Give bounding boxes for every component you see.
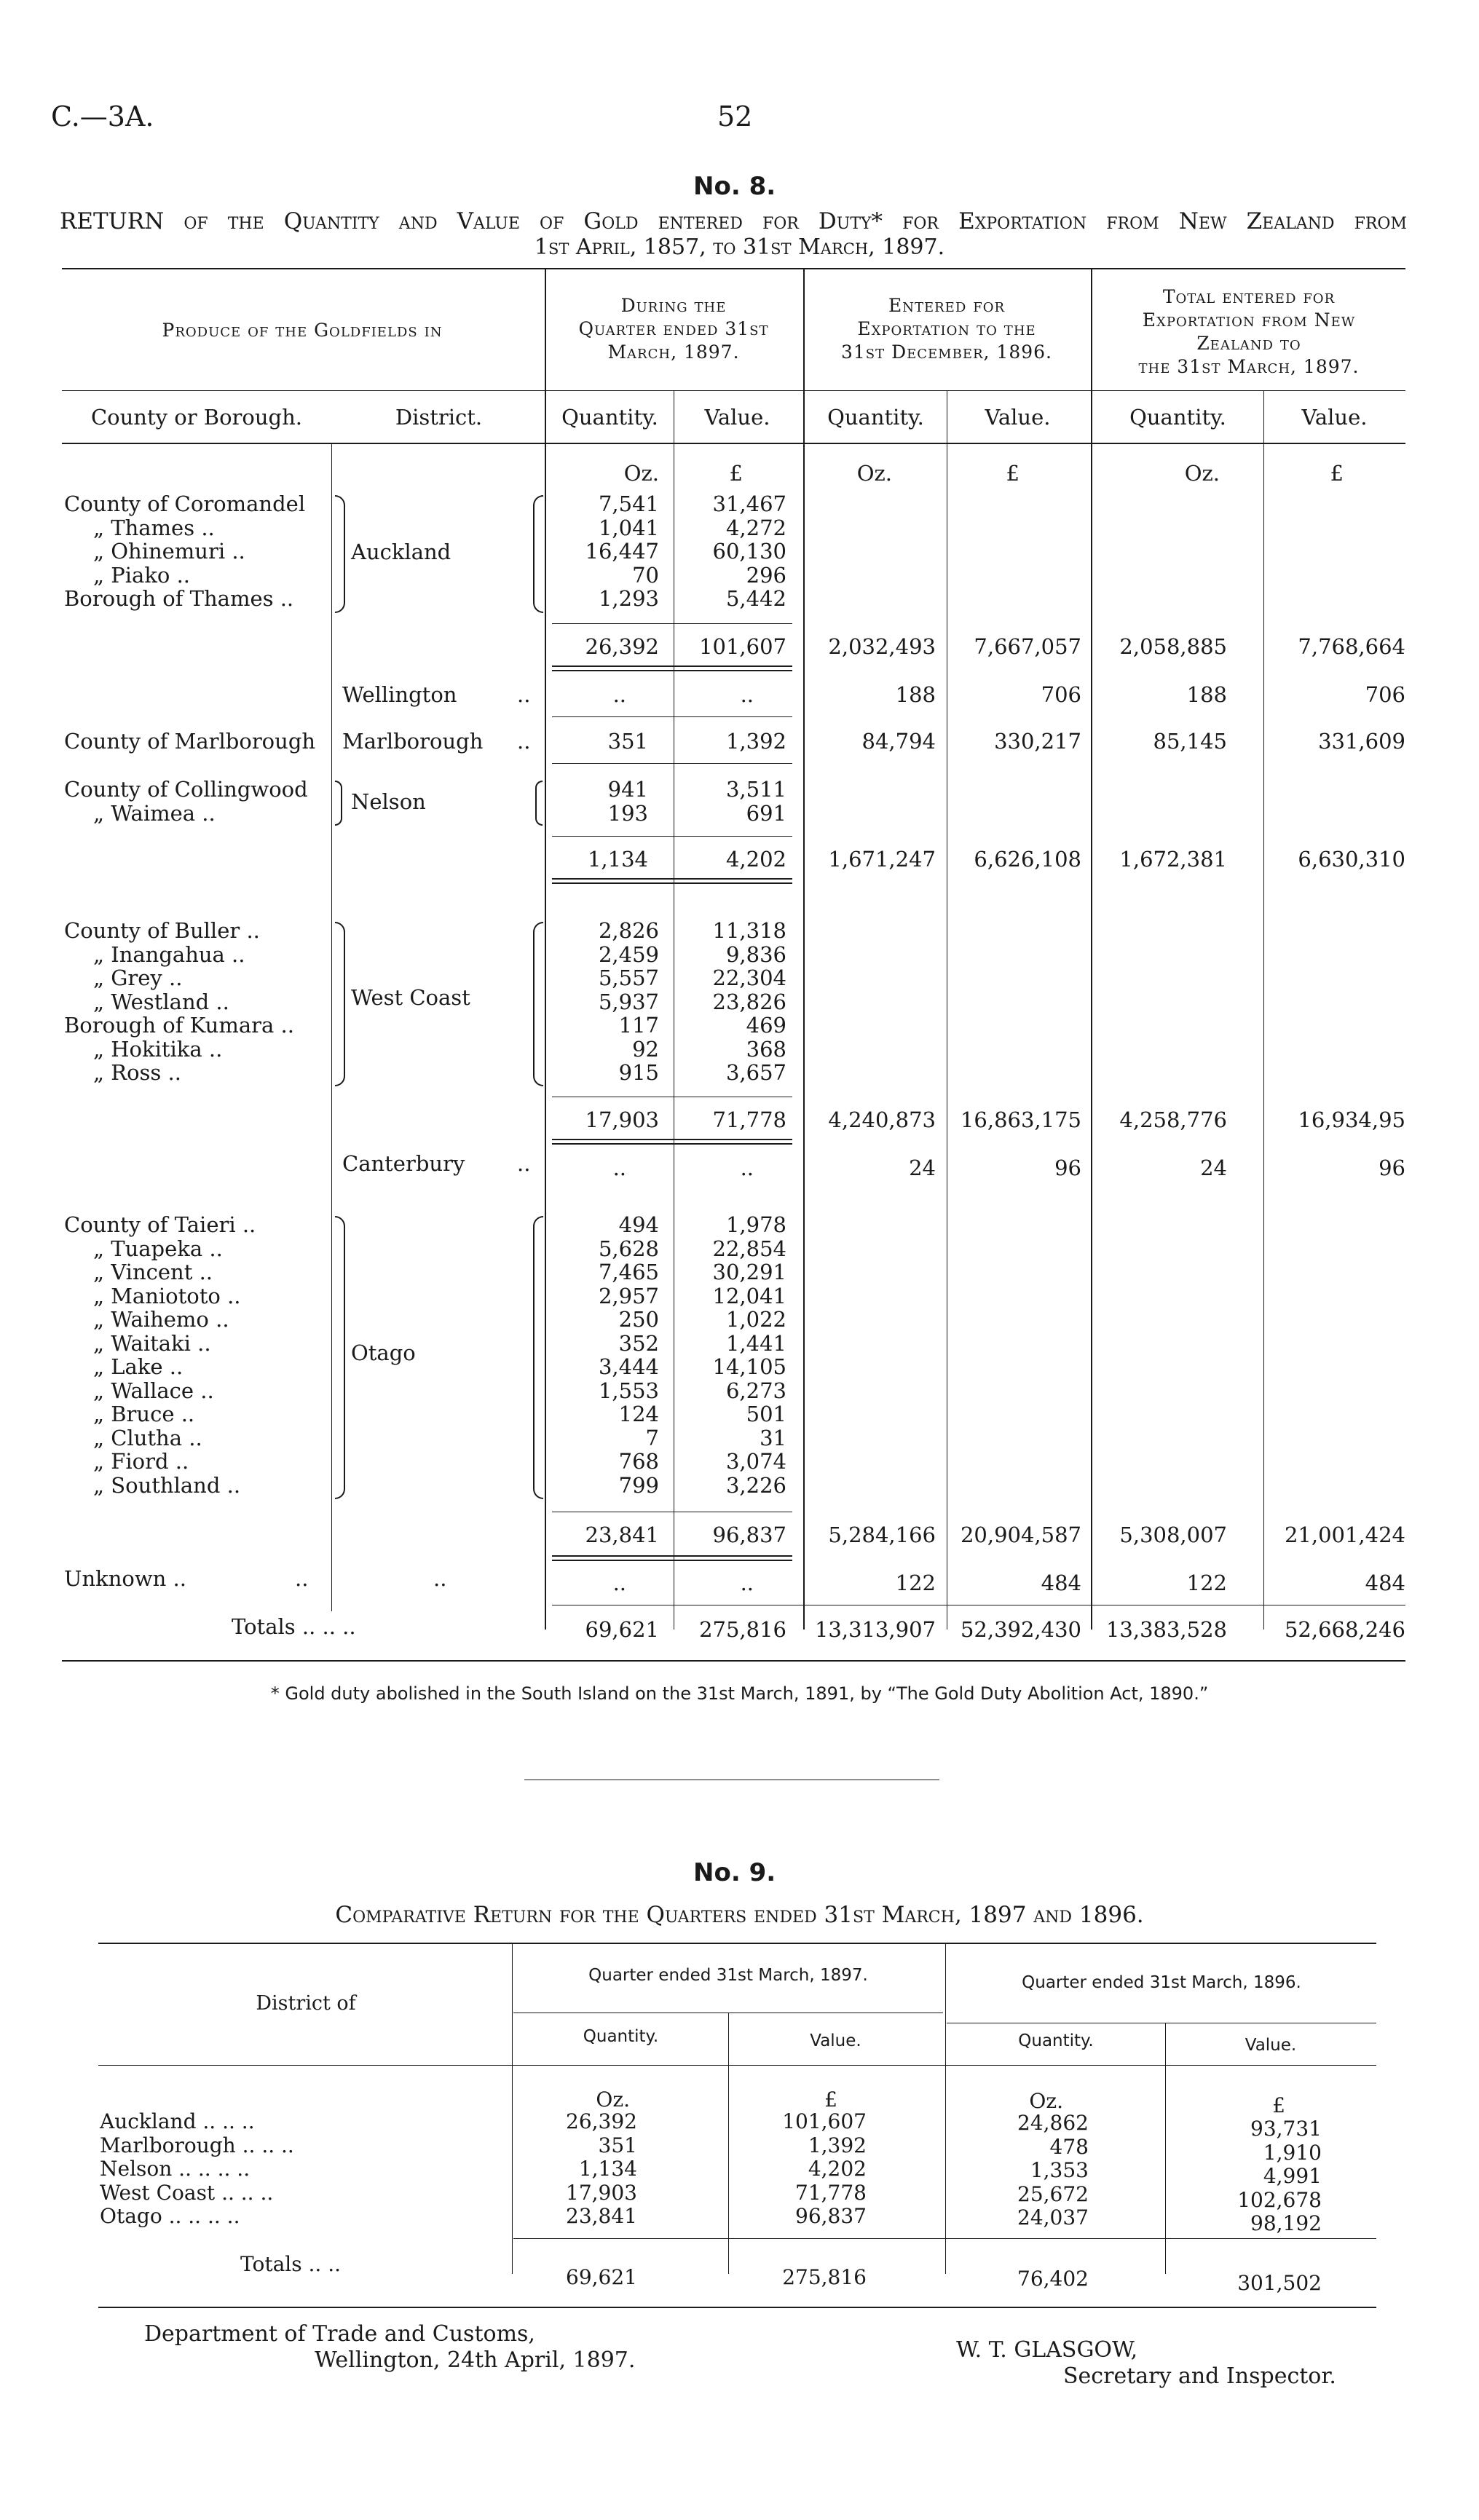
- col-qty2: Quantity.: [827, 405, 924, 430]
- vrule-1: [331, 443, 332, 1611]
- t9-hdr-q1897: Quarter ended 31st March, 1897.: [588, 1966, 868, 1985]
- table-row-label: „ Ohinemuri ..: [93, 539, 245, 564]
- hdr-total-line1: Total entered for: [1162, 286, 1336, 307]
- hdr-entered-line2: Exportation to the: [857, 318, 1036, 339]
- vrule-2: [545, 268, 546, 1630]
- rule: [552, 716, 792, 717]
- t9-tot-qty1897: 69,621: [566, 2265, 637, 2289]
- cell: 4,202: [808, 2157, 867, 2181]
- t9-hdr-rule: [98, 2065, 1376, 2066]
- canterbury-ent-qty: 24: [909, 1156, 936, 1180]
- canterbury-val: ..: [740, 1156, 754, 1180]
- table-row-label: „ Tuapeka ..: [93, 1236, 223, 1261]
- marlborough-name: County of Marlborough: [64, 729, 316, 754]
- otago-district: Otago: [351, 1340, 416, 1365]
- table8-caption-line2: 1st April, 1857, to 31st March, 1897.: [534, 234, 945, 260]
- westcoast-brace-right: [533, 922, 543, 1086]
- col-val1: Value.: [704, 405, 770, 430]
- t9-tot-val1897: 275,816: [782, 2265, 867, 2289]
- list-item: West Coast .. .. ..: [100, 2180, 274, 2205]
- t9-hdr-district: District of: [256, 1992, 356, 2015]
- t9-totals-label: Totals .. ..: [240, 2252, 342, 2276]
- table9-bottom-rule: [98, 2307, 1376, 2308]
- hdr-quarter-line2: Quarter ended 31st: [578, 318, 769, 339]
- cell: 5,937: [598, 989, 659, 1014]
- vrule-7: [1263, 390, 1264, 1630]
- cell: 3,511: [725, 777, 786, 802]
- cell: 11,318: [712, 918, 786, 943]
- t9-vrule: [945, 1943, 946, 2274]
- t9-hdr-q1896: Quarter ended 31st March, 1896.: [1022, 1973, 1301, 1992]
- cell: 98,192: [1250, 2211, 1322, 2235]
- unknown-val: ..: [740, 1571, 754, 1595]
- totals-tot-qty: 13,383,528: [1105, 1617, 1227, 1642]
- t9-vrule: [512, 1943, 513, 2274]
- colhdr-rule: [62, 443, 1405, 444]
- t9-unit-oz1: Oz.: [596, 2088, 630, 2112]
- table8-caption-line1: RETURN of the Quantity and Value of Gold entered for Duty* for Exportation from New Zealand from: [60, 208, 1407, 234]
- wellington-tot-qty: 188: [1186, 682, 1227, 707]
- cell: 16,447: [585, 539, 659, 564]
- cell: 469: [746, 1013, 786, 1038]
- cell: 6,273: [725, 1378, 786, 1403]
- marlborough-qty: 351: [607, 729, 648, 754]
- table9-title: No. 9.: [693, 1858, 776, 1887]
- auckland-ent-val: 7,667,057: [974, 634, 1081, 659]
- cell: 3,444: [598, 1354, 659, 1379]
- cell: 799: [618, 1472, 659, 1498]
- cell: 352: [618, 1330, 659, 1356]
- wellington-ent-qty: 188: [895, 682, 936, 707]
- cell: 3,074: [725, 1449, 786, 1474]
- cell: 1,441: [725, 1330, 786, 1356]
- rule: [552, 665, 792, 667]
- totals-ent-qty: 13,313,907: [814, 1617, 936, 1642]
- list-item: Auckland .. .. ..: [100, 2109, 255, 2133]
- wellington-val: ..: [740, 682, 754, 707]
- otago-qty: [553, 1213, 659, 1497]
- unknown-tot-val: 484: [1365, 1571, 1405, 1595]
- auckland-qty: [553, 492, 659, 611]
- table-row-label: „ Ross ..: [93, 1060, 181, 1085]
- table8-footnote: * Gold duty abolished in the South Island on the 31st March, 1891, by “The Gold Duty Abolition Act, 1890.”: [270, 1683, 1209, 1704]
- cell: 70: [632, 562, 659, 588]
- unknown-ent-qty: 122: [895, 1571, 936, 1595]
- cell: 1,022: [725, 1307, 786, 1332]
- list-item: Marlborough .. .. ..: [100, 2133, 294, 2157]
- cell: 1,910: [1263, 2140, 1322, 2165]
- totals-label: Totals .. .. ..: [232, 1614, 356, 1639]
- table-row-label: „ Wallace ..: [93, 1378, 214, 1403]
- t9-tot-qty1896: 76,402: [1017, 2267, 1089, 2291]
- wellington-ent-val: 706: [1041, 682, 1081, 707]
- cell: 1,553: [598, 1378, 659, 1403]
- table8-bottom-rule: [62, 1660, 1405, 1662]
- dots: ..: [517, 729, 531, 754]
- table-row-label: County of Collingwood: [64, 777, 308, 802]
- table9-caption: Comparative Return for the Quarters ended 31st March, 1897 and 1896.: [335, 1902, 1144, 1928]
- otago-brace-right: [533, 1216, 543, 1499]
- cell: 5,442: [725, 586, 786, 611]
- cell: 250: [618, 1307, 659, 1332]
- table-row-label: „ Waitaki ..: [93, 1330, 211, 1356]
- cell: 24,037: [1017, 2205, 1089, 2229]
- page-number: 52: [717, 100, 753, 133]
- cell: 12,041: [712, 1283, 786, 1308]
- t9-tot-val1896: 301,502: [1237, 2271, 1322, 2295]
- t9-col-qty2: Quantity.: [1018, 2031, 1094, 2050]
- unknown-ent-val: 484: [1041, 1571, 1081, 1595]
- auckland-sub-qty: 26,392: [585, 634, 659, 659]
- hdr-entered-line1: Entered for: [888, 295, 1005, 316]
- hdr-total-line4: the 31st March, 1897.: [1138, 356, 1360, 377]
- hdr-entered-line3: 31st December, 1896.: [840, 341, 1052, 363]
- rule: [552, 763, 792, 764]
- wellington-qty: ..: [612, 682, 626, 707]
- cell: 3,226: [725, 1472, 786, 1498]
- cell: 7: [645, 1425, 659, 1450]
- totals-val: 275,816: [699, 1617, 786, 1642]
- table8-top-rule: [62, 268, 1405, 269]
- cell: 5,628: [598, 1236, 659, 1261]
- cell: 1,353: [1030, 2158, 1089, 2182]
- auckland-sub-val: 101,607: [699, 634, 786, 659]
- table-row-label: County of Taieri ..: [64, 1212, 256, 1237]
- otago-tot-val: 21,001,424: [1284, 1522, 1405, 1547]
- rule: [552, 670, 792, 671]
- unit-pound2: £: [1006, 461, 1019, 486]
- cell: 26,392: [566, 2109, 637, 2133]
- westcoast-ent-val: 16,863,175: [960, 1107, 1081, 1132]
- unit-oz: Oz.: [623, 461, 659, 486]
- cell: 4,991: [1263, 2164, 1322, 2188]
- totals-tot-val: 52,668,246: [1284, 1617, 1405, 1642]
- cell: 1,293: [598, 586, 659, 611]
- col-county: County or Borough.: [90, 405, 303, 430]
- dept-line2: Wellington, 24th April, 1897.: [315, 2347, 636, 2373]
- otago-ent-val: 20,904,587: [960, 1522, 1081, 1547]
- westcoast-tot-val: 16,934,95: [1298, 1107, 1405, 1132]
- unknown-qty: ..: [612, 1571, 626, 1595]
- rule: [552, 882, 792, 884]
- table-row-label: „ Grey ..: [93, 965, 183, 990]
- otago-val: [681, 1213, 786, 1497]
- marlborough-ent-qty: 84,794: [861, 729, 936, 754]
- cell: 2,459: [598, 941, 659, 967]
- table-row-label: „ Piako ..: [93, 562, 191, 588]
- nelson-names: [64, 778, 308, 825]
- cell: 193: [607, 800, 648, 826]
- rule: [552, 836, 792, 837]
- marlborough-district: Marlborough: [342, 729, 484, 754]
- cell: 31,467: [712, 491, 786, 516]
- col-val3: Value.: [1301, 405, 1368, 430]
- cell: 23,826: [712, 989, 786, 1014]
- t9-col-qty1: Quantity.: [583, 2027, 659, 2046]
- table9-top-rule: [98, 1943, 1376, 1944]
- westcoast-ent-qty: 4,240,873: [828, 1107, 936, 1132]
- dots: ..: [517, 682, 531, 707]
- t9-col-val1: Value.: [810, 2031, 861, 2050]
- otago-brace: [335, 1216, 345, 1499]
- cell: 22,854: [712, 1236, 786, 1261]
- table-row-label: „ Lake ..: [93, 1354, 184, 1379]
- auckland-names: [64, 492, 305, 611]
- westcoast-qty: [553, 919, 659, 1085]
- auckland-sub-rule: [552, 623, 792, 624]
- t9-col-val2: Value.: [1245, 2036, 1297, 2055]
- auckland-district: Auckland: [351, 540, 451, 564]
- nelson-tot-val: 6,630,310: [1298, 847, 1405, 872]
- hdr-quarter-line3: March, 1897.: [607, 341, 740, 363]
- t9-unit-pound1: £: [824, 2088, 837, 2112]
- westcoast-tot-qty: 4,258,776: [1119, 1107, 1227, 1132]
- cell: 768: [618, 1449, 659, 1474]
- unit-oz2: Oz.: [856, 461, 892, 486]
- auckland-tot-qty: 2,058,885: [1119, 634, 1227, 659]
- westcoast-names: [64, 919, 294, 1085]
- otago-ent-qty: 5,284,166: [828, 1522, 936, 1547]
- nelson-qty: [553, 778, 648, 825]
- cell: 915: [618, 1060, 659, 1085]
- cell: 60,130: [712, 539, 786, 564]
- cell: 92: [632, 1036, 659, 1062]
- col-qty1: Quantity.: [561, 405, 658, 430]
- cell: 1,392: [808, 2133, 867, 2157]
- table-row-label: „ Fiord ..: [93, 1449, 189, 1474]
- hdr-produce: Produce of the Goldfields in: [162, 320, 443, 341]
- table-row-label: Borough of Thames ..: [64, 586, 294, 611]
- table-row-label: County of Buller ..: [64, 918, 260, 943]
- hdr-total: [1092, 285, 1405, 379]
- westcoast-val: [681, 919, 786, 1085]
- cell: 478: [1049, 2134, 1089, 2159]
- unit-pound3: £: [1330, 461, 1344, 486]
- marlborough-tot-val: 331,609: [1318, 729, 1405, 754]
- cell: 7,465: [598, 1260, 659, 1284]
- list-item: Nelson .. .. .. ..: [100, 2157, 251, 2181]
- hdr-quarter-line1: During the: [620, 295, 727, 316]
- cell: 9,836: [725, 941, 786, 967]
- unit-pound: £: [729, 461, 743, 486]
- totals-qty: 69,621: [585, 1617, 659, 1642]
- list-item: Otago .. .. .. ..: [100, 2204, 240, 2228]
- col-district: District.: [395, 405, 483, 430]
- nelson-val: [681, 778, 786, 825]
- table-row-label: „ Waihemo ..: [93, 1307, 229, 1332]
- marlborough-val: 1,392: [725, 729, 786, 754]
- t9-val1896: [1165, 2117, 1322, 2236]
- cell: 296: [746, 562, 786, 588]
- t9-unit-oz2: Oz.: [1029, 2089, 1063, 2113]
- canterbury-tot-val: 96: [1379, 1156, 1405, 1180]
- canterbury-qty: ..: [612, 1156, 626, 1180]
- vrule-4: [803, 268, 805, 1630]
- cell: 5,557: [598, 965, 659, 990]
- cell: 494: [618, 1212, 659, 1237]
- otago-tot-qty: 5,308,007: [1119, 1522, 1227, 1547]
- otago-names: [64, 1213, 256, 1497]
- hdr-total-line2: Exportation from New: [1142, 309, 1356, 331]
- westcoast-district: West Coast: [351, 985, 470, 1010]
- hdr-divider: [62, 390, 1405, 391]
- marlborough-tot-qty: 85,145: [1153, 729, 1227, 754]
- cell: 117: [618, 1013, 659, 1038]
- table-row-label: „ Thames ..: [93, 515, 215, 540]
- table-row-label: „ Hokitika ..: [93, 1036, 223, 1062]
- cell: 1,978: [725, 1212, 786, 1237]
- cell: 691: [746, 800, 786, 826]
- t9-qty1897: [513, 2110, 637, 2229]
- dots: ..: [517, 1151, 531, 1176]
- otago-sub-qty: 23,841: [585, 1522, 659, 1547]
- cell: 14,105: [712, 1354, 786, 1379]
- table-row-label: „ Maniototo ..: [93, 1283, 241, 1308]
- cell: 351: [598, 2133, 637, 2157]
- dots: ..: [433, 1566, 447, 1591]
- cell: 124: [618, 1402, 659, 1426]
- rule: [552, 1143, 792, 1145]
- otago-sub-val: 96,837: [712, 1522, 786, 1547]
- nelson-ent-val: 6,626,108: [974, 847, 1081, 872]
- canterbury-tot-qty: 24: [1200, 1156, 1227, 1180]
- table-row-label: Borough of Kumara ..: [64, 1013, 294, 1038]
- t9-districts: [100, 2110, 294, 2229]
- cell: 1,041: [598, 515, 659, 540]
- canterbury-ent-val: 96: [1054, 1156, 1081, 1180]
- table-row-label: „ Inangahua ..: [93, 941, 245, 967]
- cell: 71,778: [795, 2180, 867, 2205]
- nelson-sub-val: 4,202: [725, 847, 786, 872]
- nelson-tot-qty: 1,672,381: [1119, 847, 1227, 872]
- wellington-tot-val: 706: [1365, 682, 1405, 707]
- hdr-entered: [805, 294, 1089, 364]
- auckland-brace-right: [533, 495, 543, 613]
- rule: [552, 1560, 792, 1561]
- unit-oz3: Oz.: [1184, 461, 1220, 486]
- totals-ent-val: 52,392,430: [960, 1617, 1081, 1642]
- rule: [552, 878, 792, 880]
- table-row-label: „ Waimea ..: [93, 800, 216, 826]
- westcoast-brace: [335, 922, 345, 1086]
- cell: 25,672: [1017, 2181, 1089, 2206]
- auckland-ent-qty: 2,032,493: [828, 634, 936, 659]
- table-row-label: County of Coromandel: [64, 491, 306, 516]
- cell: 501: [746, 1402, 786, 1426]
- cell: 23,841: [566, 2204, 637, 2228]
- table-row-label: „ Clutha ..: [93, 1425, 202, 1450]
- westcoast-sub-val: 71,778: [712, 1107, 786, 1132]
- dept-line1: Department of Trade and Customs,: [144, 2321, 535, 2347]
- table8-title: No. 8.: [693, 172, 776, 201]
- hdr-total-line3: Zealand to: [1196, 333, 1301, 354]
- vrule-6: [1091, 268, 1092, 1630]
- dots: ..: [295, 1566, 309, 1591]
- nelson-brace-right: [535, 781, 543, 826]
- nelson-brace: [335, 781, 342, 826]
- cell: 3,657: [725, 1060, 786, 1085]
- cell: 368: [746, 1036, 786, 1062]
- auckland-tot-val: 7,768,664: [1298, 634, 1405, 659]
- table-row-label: „ Southland ..: [93, 1472, 241, 1498]
- cell: 4,272: [725, 515, 786, 540]
- table-row-label: „ Westland ..: [93, 989, 229, 1014]
- westcoast-sub-qty: 17,903: [585, 1107, 659, 1132]
- table-row-label: „ Bruce ..: [93, 1402, 195, 1426]
- col-qty3: Quantity.: [1129, 405, 1226, 430]
- cell: 2,957: [598, 1283, 659, 1308]
- cell: 941: [607, 777, 648, 802]
- rule: [552, 1555, 792, 1557]
- cell: 1,134: [578, 2157, 637, 2181]
- rule: [552, 1139, 792, 1140]
- cell: 22,304: [712, 965, 786, 990]
- unknown-tot-qty: 122: [1186, 1571, 1227, 1595]
- cell: 93,731: [1250, 2117, 1322, 2141]
- signer-name: W. T. GLASGOW,: [956, 2337, 1138, 2363]
- cell: 17,903: [566, 2180, 637, 2205]
- cell: 31: [760, 1425, 786, 1450]
- table-row-label: „ Vincent ..: [93, 1260, 213, 1284]
- t9-val1897: [728, 2110, 867, 2229]
- canterbury-district: Canterbury: [342, 1151, 465, 1176]
- page-code: C.—3A.: [51, 100, 154, 133]
- t9-total-rule: [513, 2238, 1376, 2239]
- t9-qty1896: [947, 2112, 1089, 2230]
- nelson-ent-qty: 1,671,247: [828, 847, 936, 872]
- nelson-sub-qty: 1,134: [587, 847, 648, 872]
- cell: 24,862: [1017, 2111, 1089, 2135]
- col-val2: Value.: [985, 405, 1051, 430]
- t9-unit-pound2: £: [1272, 2093, 1285, 2117]
- cell: 96,837: [795, 2204, 867, 2228]
- cell: 102,678: [1237, 2187, 1322, 2212]
- auckland-brace: [335, 495, 345, 613]
- nelson-district: Nelson: [351, 789, 426, 814]
- wellington-district: Wellington: [342, 682, 457, 707]
- marlborough-ent-val: 330,217: [994, 729, 1081, 754]
- hdr-quarter: [546, 294, 801, 364]
- cell: 101,607: [782, 2109, 867, 2133]
- cell: 7,541: [598, 491, 659, 516]
- cell: 30,291: [712, 1260, 786, 1284]
- signer-title: Secretary and Inspector.: [1063, 2363, 1336, 2389]
- unknown-name: Unknown ..: [64, 1566, 186, 1591]
- auckland-val: [681, 492, 786, 611]
- cell: 2,826: [598, 918, 659, 943]
